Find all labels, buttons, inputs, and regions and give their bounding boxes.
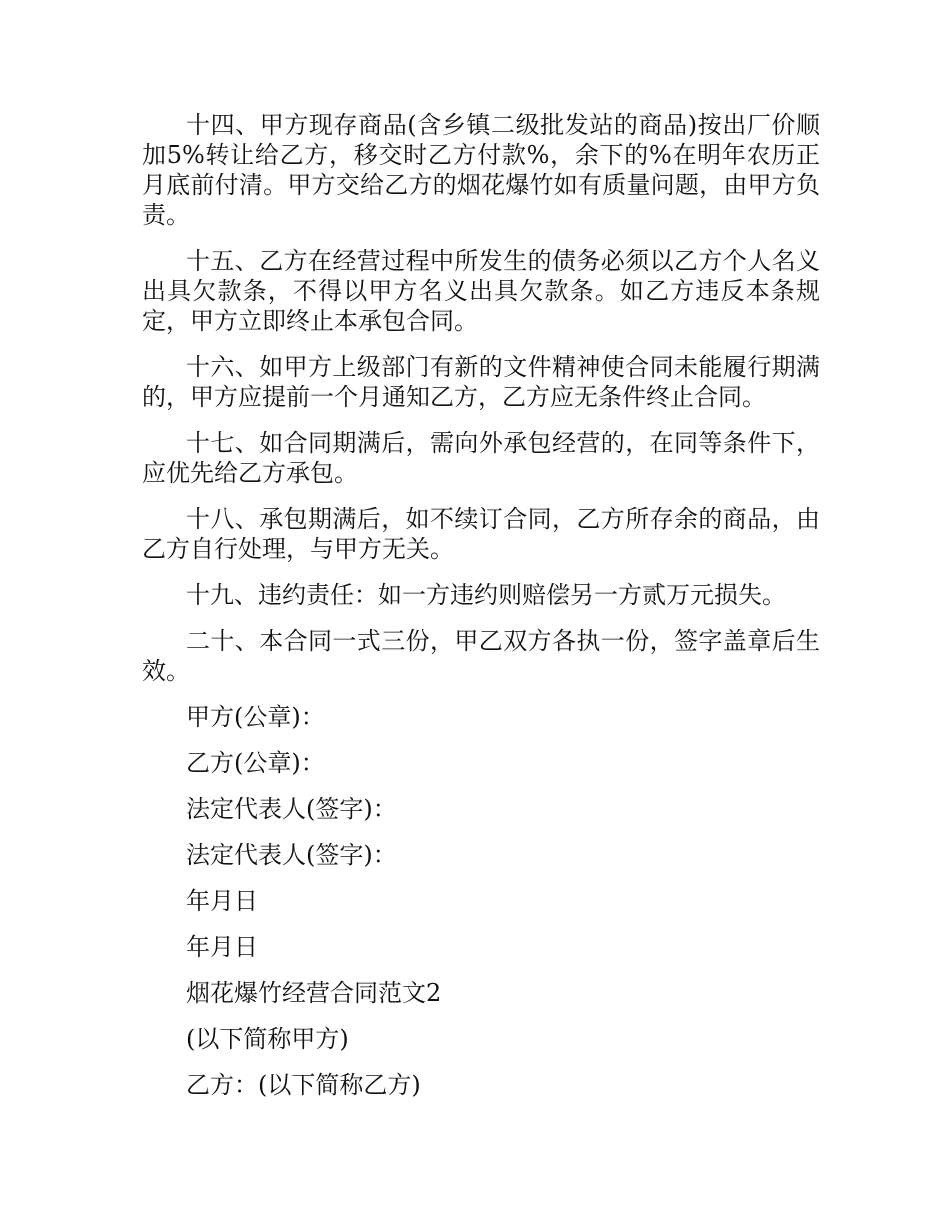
clause-15: 十五、乙方在经营过程中所发生的债务必须以乙方个人名义出具欠款条，不得以甲方名义出具欠款条。如乙方违反本条规定，甲方立即终止本承包合同。 (142, 247, 820, 335)
party-b-abbrev-line: 乙方：(以下简称乙方) (186, 1071, 421, 1099)
legal-rep-signature-line-b: 法定代表人(签字)： (186, 841, 397, 869)
clause-18: 十八、承包期满后，如不续订合同，乙方所存余的商品，由乙方自行处理，与甲方无关。 (142, 505, 820, 563)
date-line-b: 年月日 (186, 933, 258, 961)
clause-16: 十六、如甲方上级部门有新的文件精神使合同未能履行期满的，甲方应提前一个月通知乙方，乙方应无条件终止合同。 (142, 353, 820, 411)
section-title: 烟花爆竹经营合同范文2 (186, 979, 442, 1007)
date-line-a: 年月日 (186, 887, 258, 915)
clause-17: 十七、如合同期满后，需向外承包经营的，在同等条件下，应优先给乙方承包。 (142, 429, 820, 487)
clause-14: 十四、甲方现存商品(含乡镇二级批发站的商品)按出厂价顺加5%转让给乙方，移交时乙方付款%，余下的%在明年农历正月底前付清。甲方交给乙方的烟花爆竹如有质量问题，由甲方负责。 (142, 111, 820, 229)
clause-19: 十九、违约责任：如一方违约则赔偿另一方贰万元损失。 (186, 581, 786, 609)
party-b-seal-line: 乙方(公章)： (186, 749, 325, 777)
party-a-abbrev-line: (以下简称甲方) (186, 1025, 349, 1053)
party-a-seal-line: 甲方(公章)： (186, 703, 325, 731)
legal-rep-signature-line-a: 法定代表人(签字)： (186, 795, 397, 823)
clause-20: 二十、本合同一式三份，甲乙双方各执一份，签字盖章后生效。 (142, 627, 820, 685)
